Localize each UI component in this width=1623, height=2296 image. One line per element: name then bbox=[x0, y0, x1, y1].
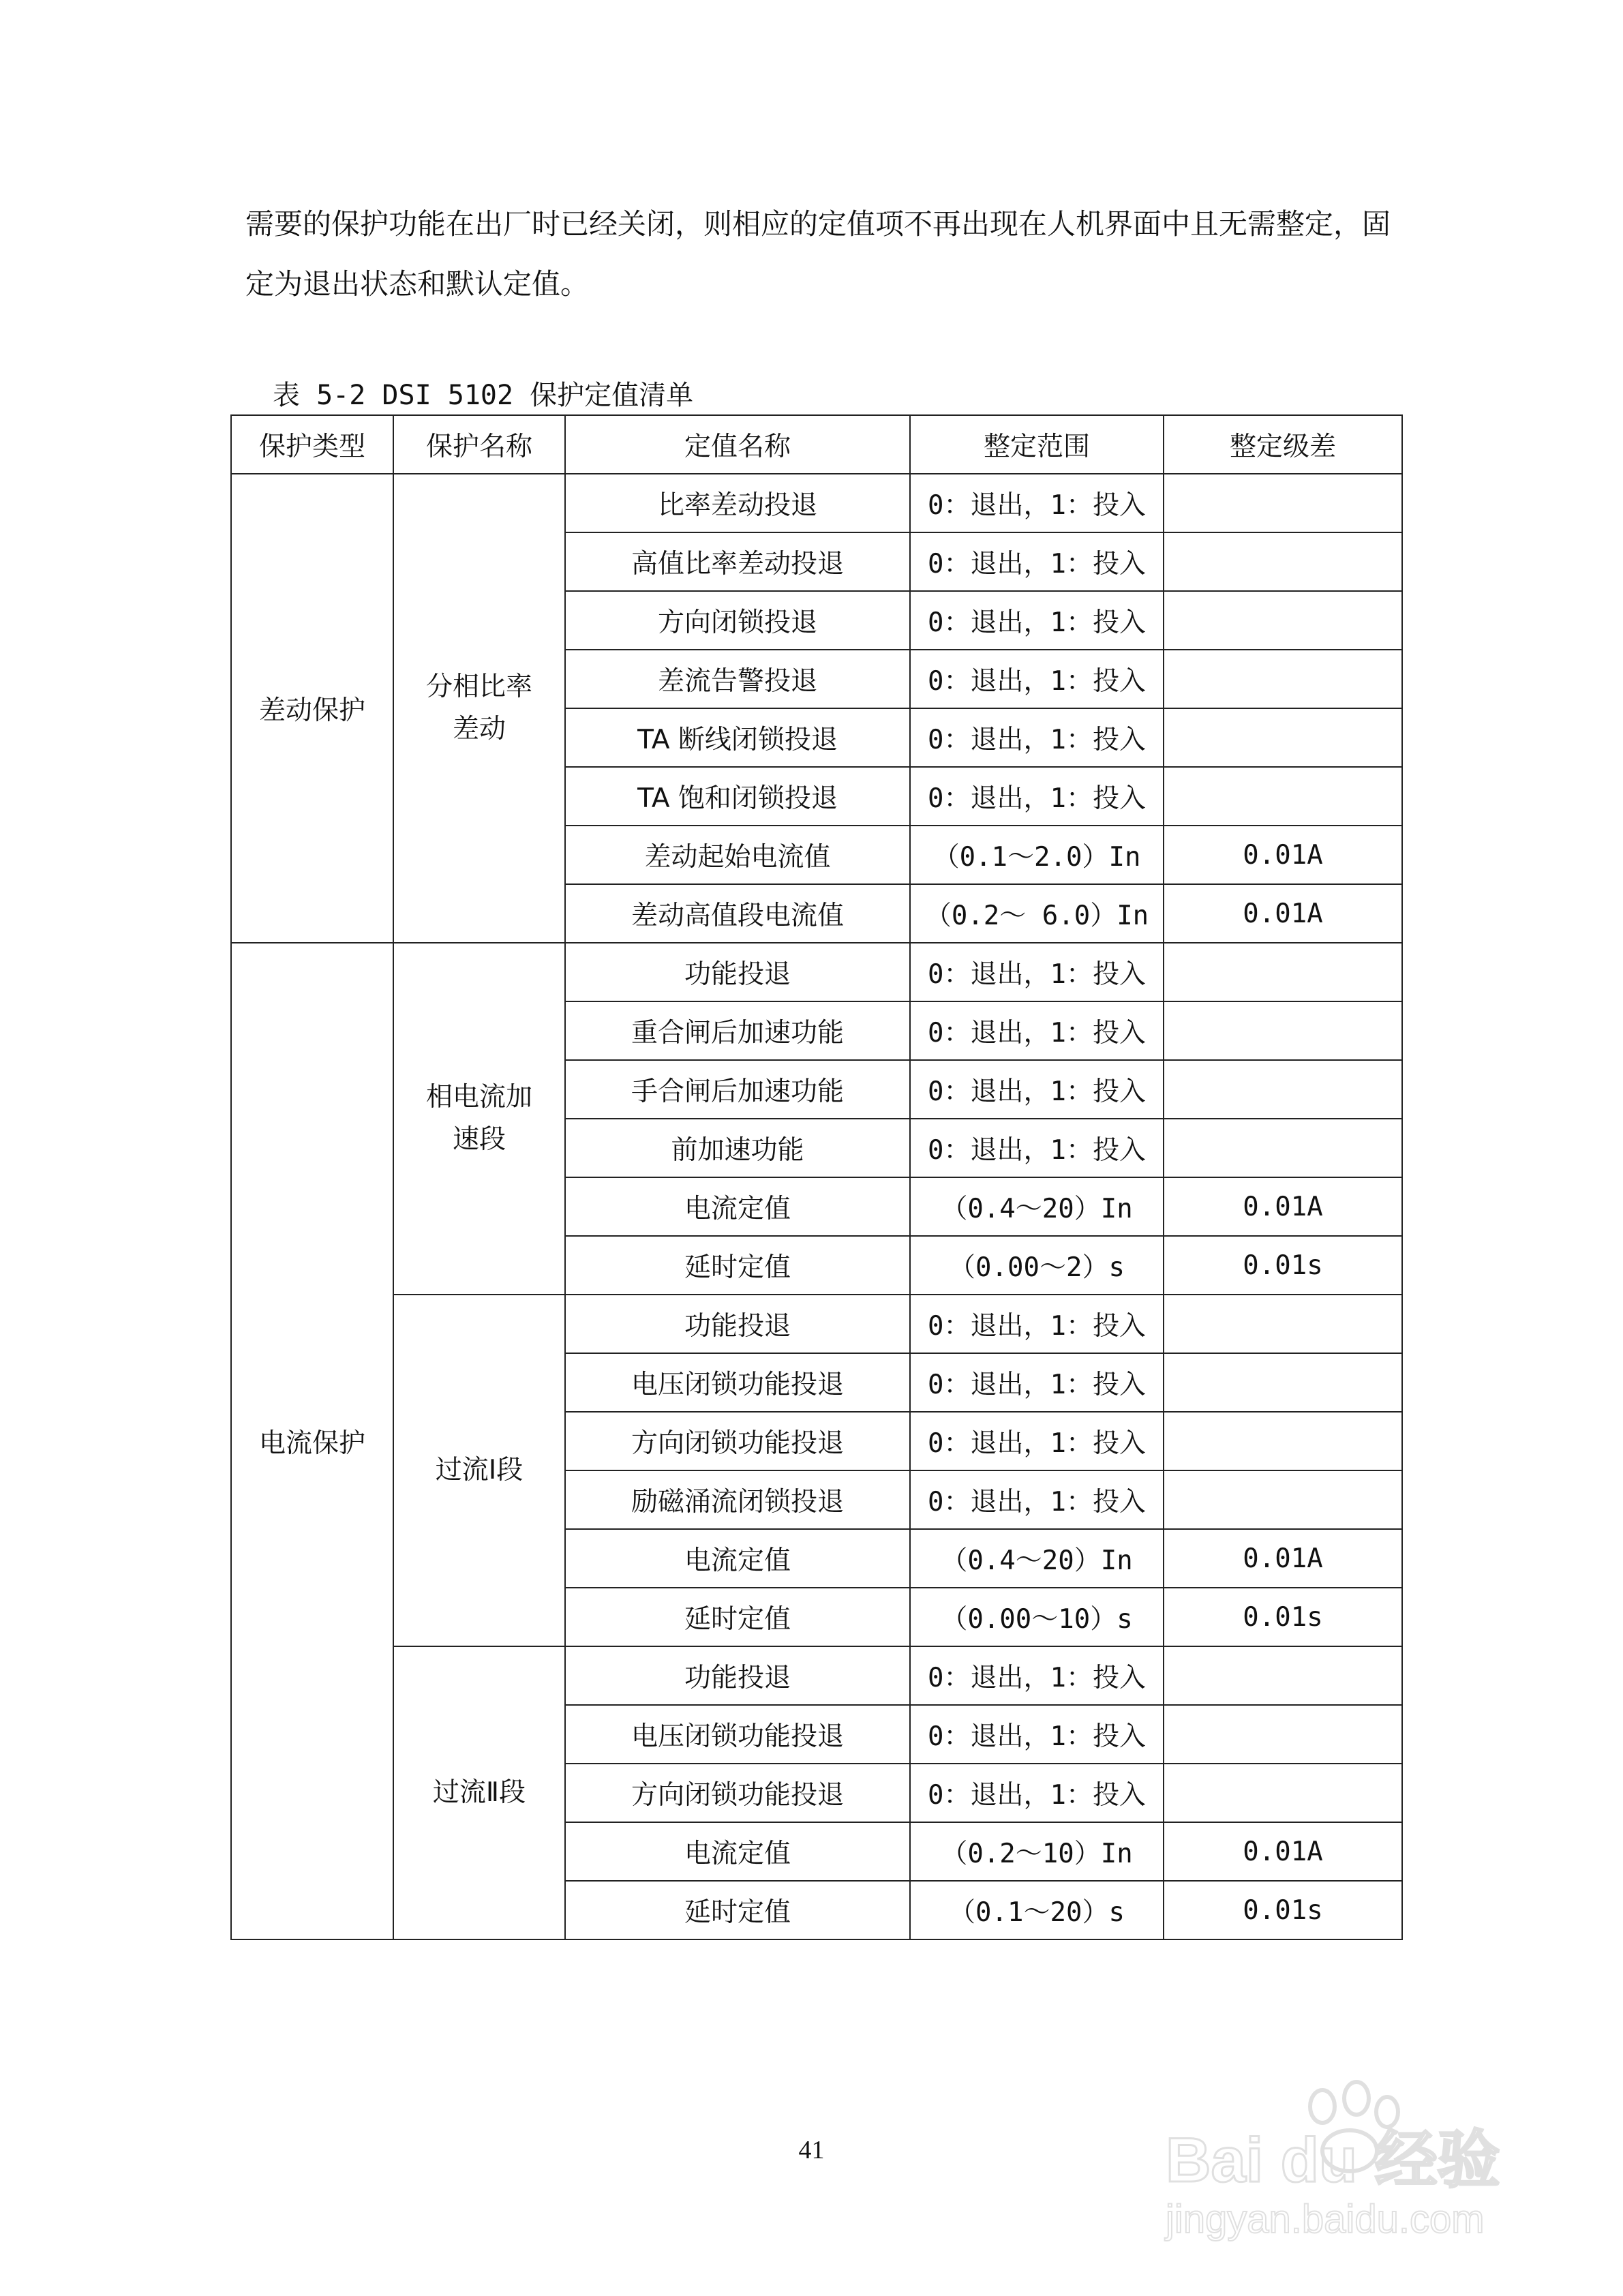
setting-range-cell: （0.2～ 6.0）In bbox=[910, 884, 1164, 943]
setting-name-cell: 比率差动投退 bbox=[565, 474, 910, 532]
setting-name-cell: 方向闭锁投退 bbox=[565, 591, 910, 650]
header-protection-type: 保护类型 bbox=[231, 415, 393, 474]
setting-name-cell: 延时定值 bbox=[565, 1236, 910, 1295]
setting-name-cell: 电压闭锁功能投退 bbox=[565, 1705, 910, 1764]
setting-range-cell: 0：退出，1：投入 bbox=[910, 1764, 1164, 1822]
setting-step-cell bbox=[1164, 532, 1402, 591]
watermark-brand-text: Bai du 经验 bbox=[1166, 2126, 1500, 2195]
table-caption: 表 5-2 DSI 5102 保护定值清单 bbox=[273, 380, 694, 411]
header-protection-name: 保护名称 bbox=[393, 415, 565, 474]
setting-step-cell: 0.01A bbox=[1164, 826, 1402, 884]
setting-range-cell: （0.00～2）s bbox=[910, 1236, 1164, 1295]
setting-name-cell: TA 饱和闭锁投退 bbox=[565, 767, 910, 826]
setting-name-cell: 电压闭锁功能投退 bbox=[565, 1353, 910, 1412]
setting-range-cell: 0：退出，1：投入 bbox=[910, 532, 1164, 591]
setting-range-cell: 0：退出，1：投入 bbox=[910, 943, 1164, 1001]
setting-step-cell bbox=[1164, 591, 1402, 650]
setting-name-cell: 功能投退 bbox=[565, 1646, 910, 1705]
setting-step-cell bbox=[1164, 1295, 1402, 1353]
header-setting-step: 整定级差 bbox=[1164, 415, 1402, 474]
setting-name-cell: 差动起始电流值 bbox=[565, 826, 910, 884]
setting-name-cell: 差动高值段电流值 bbox=[565, 884, 910, 943]
page-number: 41 bbox=[798, 2136, 825, 2164]
setting-range-cell: 0：退出，1：投入 bbox=[910, 650, 1164, 708]
setting-range-cell: 0：退出，1：投入 bbox=[910, 1353, 1164, 1412]
setting-range-cell: （0.4～20）In bbox=[910, 1177, 1164, 1236]
setting-step-cell bbox=[1164, 474, 1402, 532]
setting-step-cell bbox=[1164, 1001, 1402, 1060]
setting-name-cell: 电流定值 bbox=[565, 1822, 910, 1881]
setting-range-cell: 0：退出，1：投入 bbox=[910, 1470, 1164, 1529]
setting-range-cell: 0：退出，1：投入 bbox=[910, 1646, 1164, 1705]
setting-name-cell: 延时定值 bbox=[565, 1588, 910, 1646]
setting-range-cell: 0：退出，1：投入 bbox=[910, 767, 1164, 826]
header-setting-name: 定值名称 bbox=[565, 415, 910, 474]
setting-step-cell bbox=[1164, 1353, 1402, 1412]
setting-range-cell: 0：退出，1：投入 bbox=[910, 1412, 1164, 1470]
setting-range-cell: （0.1～2.0）In bbox=[910, 826, 1164, 884]
setting-step-cell bbox=[1164, 650, 1402, 708]
table-row bbox=[231, 1646, 1402, 1705]
setting-step-cell bbox=[1164, 1705, 1402, 1764]
baidu-jingyan-watermark bbox=[1152, 2079, 1561, 2250]
table-header-row bbox=[231, 415, 1402, 474]
setting-range-cell: （0.2～10）In bbox=[910, 1822, 1164, 1881]
setting-name-cell: 延时定值 bbox=[565, 1881, 910, 1939]
setting-name-cell: 高值比率差动投退 bbox=[565, 532, 910, 591]
protection-name-cell: 过流Ⅰ段 bbox=[393, 1295, 565, 1646]
setting-step-cell bbox=[1164, 767, 1402, 826]
intro-paragraph: 需要的保护功能在出厂时已经关闭，则相应的定值项不再出现在人机界面中且无需整定，固定为退出状态和默认定值。 bbox=[245, 207, 1391, 301]
setting-step-cell: 0.01s bbox=[1164, 1236, 1402, 1295]
setting-step-cell bbox=[1164, 943, 1402, 1001]
protection-settings-table bbox=[230, 414, 1403, 1940]
setting-range-cell: （0.4～20）In bbox=[910, 1529, 1164, 1588]
setting-name-cell: 功能投退 bbox=[565, 943, 910, 1001]
setting-range-cell: 0：退出，1：投入 bbox=[910, 1001, 1164, 1060]
table-body bbox=[231, 474, 1402, 1939]
setting-step-cell bbox=[1164, 1470, 1402, 1529]
setting-step-cell bbox=[1164, 1412, 1402, 1470]
setting-range-cell: 0：退出，1：投入 bbox=[910, 1060, 1164, 1119]
setting-step-cell bbox=[1164, 1060, 1402, 1119]
setting-step-cell: 0.01A bbox=[1164, 884, 1402, 943]
setting-name-cell: 励磁涌流闭锁投退 bbox=[565, 1470, 910, 1529]
setting-name-cell: 差流告警投退 bbox=[565, 650, 910, 708]
protection-name-cell: 相电流加 速段 bbox=[393, 943, 565, 1295]
setting-range-cell: 0：退出，1：投入 bbox=[910, 1119, 1164, 1177]
setting-range-cell: 0：退出，1：投入 bbox=[910, 474, 1164, 532]
setting-name-cell: 电流定值 bbox=[565, 1177, 910, 1236]
setting-range-cell: 0：退出，1：投入 bbox=[910, 708, 1164, 767]
setting-range-cell: 0：退出，1：投入 bbox=[910, 1295, 1164, 1353]
setting-step-cell: 0.01s bbox=[1164, 1881, 1402, 1939]
setting-range-cell: 0：退出，1：投入 bbox=[910, 1705, 1164, 1764]
protection-name-cell: 过流Ⅱ段 bbox=[393, 1646, 565, 1939]
setting-name-cell: 方向闭锁功能投退 bbox=[565, 1412, 910, 1470]
table-row bbox=[231, 1295, 1402, 1353]
watermark-url-text: jingyan.baidu.com bbox=[1166, 2197, 1485, 2241]
setting-name-cell: TA 断线闭锁投退 bbox=[565, 708, 910, 767]
setting-name-cell: 功能投退 bbox=[565, 1295, 910, 1353]
setting-name-cell: 电流定值 bbox=[565, 1529, 910, 1588]
setting-step-cell: 0.01s bbox=[1164, 1588, 1402, 1646]
setting-name-cell: 前加速功能 bbox=[565, 1119, 910, 1177]
setting-range-cell: 0：退出，1：投入 bbox=[910, 591, 1164, 650]
setting-step-cell bbox=[1164, 1646, 1402, 1705]
setting-name-cell: 方向闭锁功能投退 bbox=[565, 1764, 910, 1822]
setting-name-cell: 重合闸后加速功能 bbox=[565, 1001, 910, 1060]
setting-range-cell: （0.00～10）s bbox=[910, 1588, 1164, 1646]
setting-range-cell: （0.1～20）s bbox=[910, 1881, 1164, 1939]
table-row bbox=[231, 474, 1402, 532]
setting-step-cell: 0.01A bbox=[1164, 1822, 1402, 1881]
setting-name-cell: 手合闸后加速功能 bbox=[565, 1060, 910, 1119]
header-setting-range: 整定范围 bbox=[910, 415, 1164, 474]
setting-step-cell bbox=[1164, 1764, 1402, 1822]
protection-type-cell: 差动保护 bbox=[231, 474, 393, 943]
protection-name-cell: 分相比率 差动 bbox=[393, 474, 565, 943]
setting-step-cell: 0.01A bbox=[1164, 1177, 1402, 1236]
setting-step-cell: 0.01A bbox=[1164, 1529, 1402, 1588]
protection-type-cell: 电流保护 bbox=[231, 943, 393, 1939]
setting-step-cell bbox=[1164, 1119, 1402, 1177]
setting-step-cell bbox=[1164, 708, 1402, 767]
table-row bbox=[231, 943, 1402, 1001]
